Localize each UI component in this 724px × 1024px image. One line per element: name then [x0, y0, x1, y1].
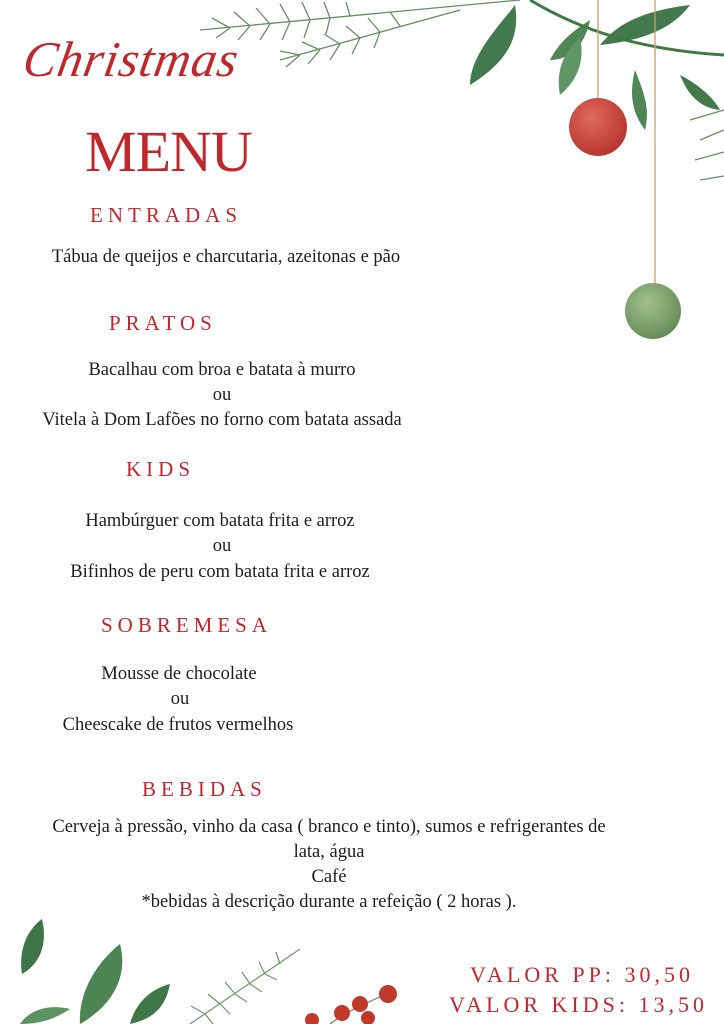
menu-item: Vitela à Dom Lafões no forno com batata assada	[42, 410, 402, 430]
green-ornament-icon	[624, 283, 684, 343]
menu-item-note: *bebidas à descrição durante a refeição ( 2 horas ).	[141, 892, 517, 912]
section-heading-entradas: ENTRADAS	[90, 203, 243, 227]
menu-item: Bifinhos de peru com batata frita e arroz	[70, 562, 370, 582]
holly-leaf-icon	[470, 5, 516, 85]
menu-item: Hambúrguer com batata frita e arroz	[85, 511, 355, 531]
menu-item: Bacalhau com broa e batata à murro	[88, 360, 356, 380]
page-title: MENU	[85, 119, 252, 184]
menu-item: Tábua de queijos e charcutaria, azeitonas e pão	[51, 247, 401, 267]
menu-item: Mousse de chocolate	[101, 664, 257, 684]
menu-item-or: ou	[212, 385, 232, 405]
section-heading-bebidas: BEBIDAS	[142, 777, 267, 801]
menu-item-or: ou	[212, 536, 232, 556]
menu-item: Cheescake de frutos vermelhos	[62, 715, 294, 735]
section-heading-kids: KIDS	[126, 457, 196, 481]
section-heading-sobremesa: SOBREMESA	[101, 613, 273, 637]
berry-icon	[379, 985, 397, 1003]
holly-berries-decoration	[0, 914, 420, 1024]
red-ornament-icon	[568, 97, 628, 157]
price-adult: VALOR PP: 30,50	[469, 962, 694, 987]
christmas-script-title: Christmas	[19, 31, 244, 87]
menu-item: Café	[311, 867, 347, 887]
section-heading-pratos: PRATOS	[109, 311, 217, 335]
menu-item: Cerveja à pressão, vinho da casa ( branco e tinto), sumos e refrigerantes de	[52, 817, 606, 837]
holly-leaf-icon	[21, 919, 44, 974]
menu-item: lata, água	[293, 842, 365, 862]
price-kids: VALOR KIDS: 13,50	[449, 992, 708, 1017]
menu-item-or: ou	[170, 689, 190, 709]
